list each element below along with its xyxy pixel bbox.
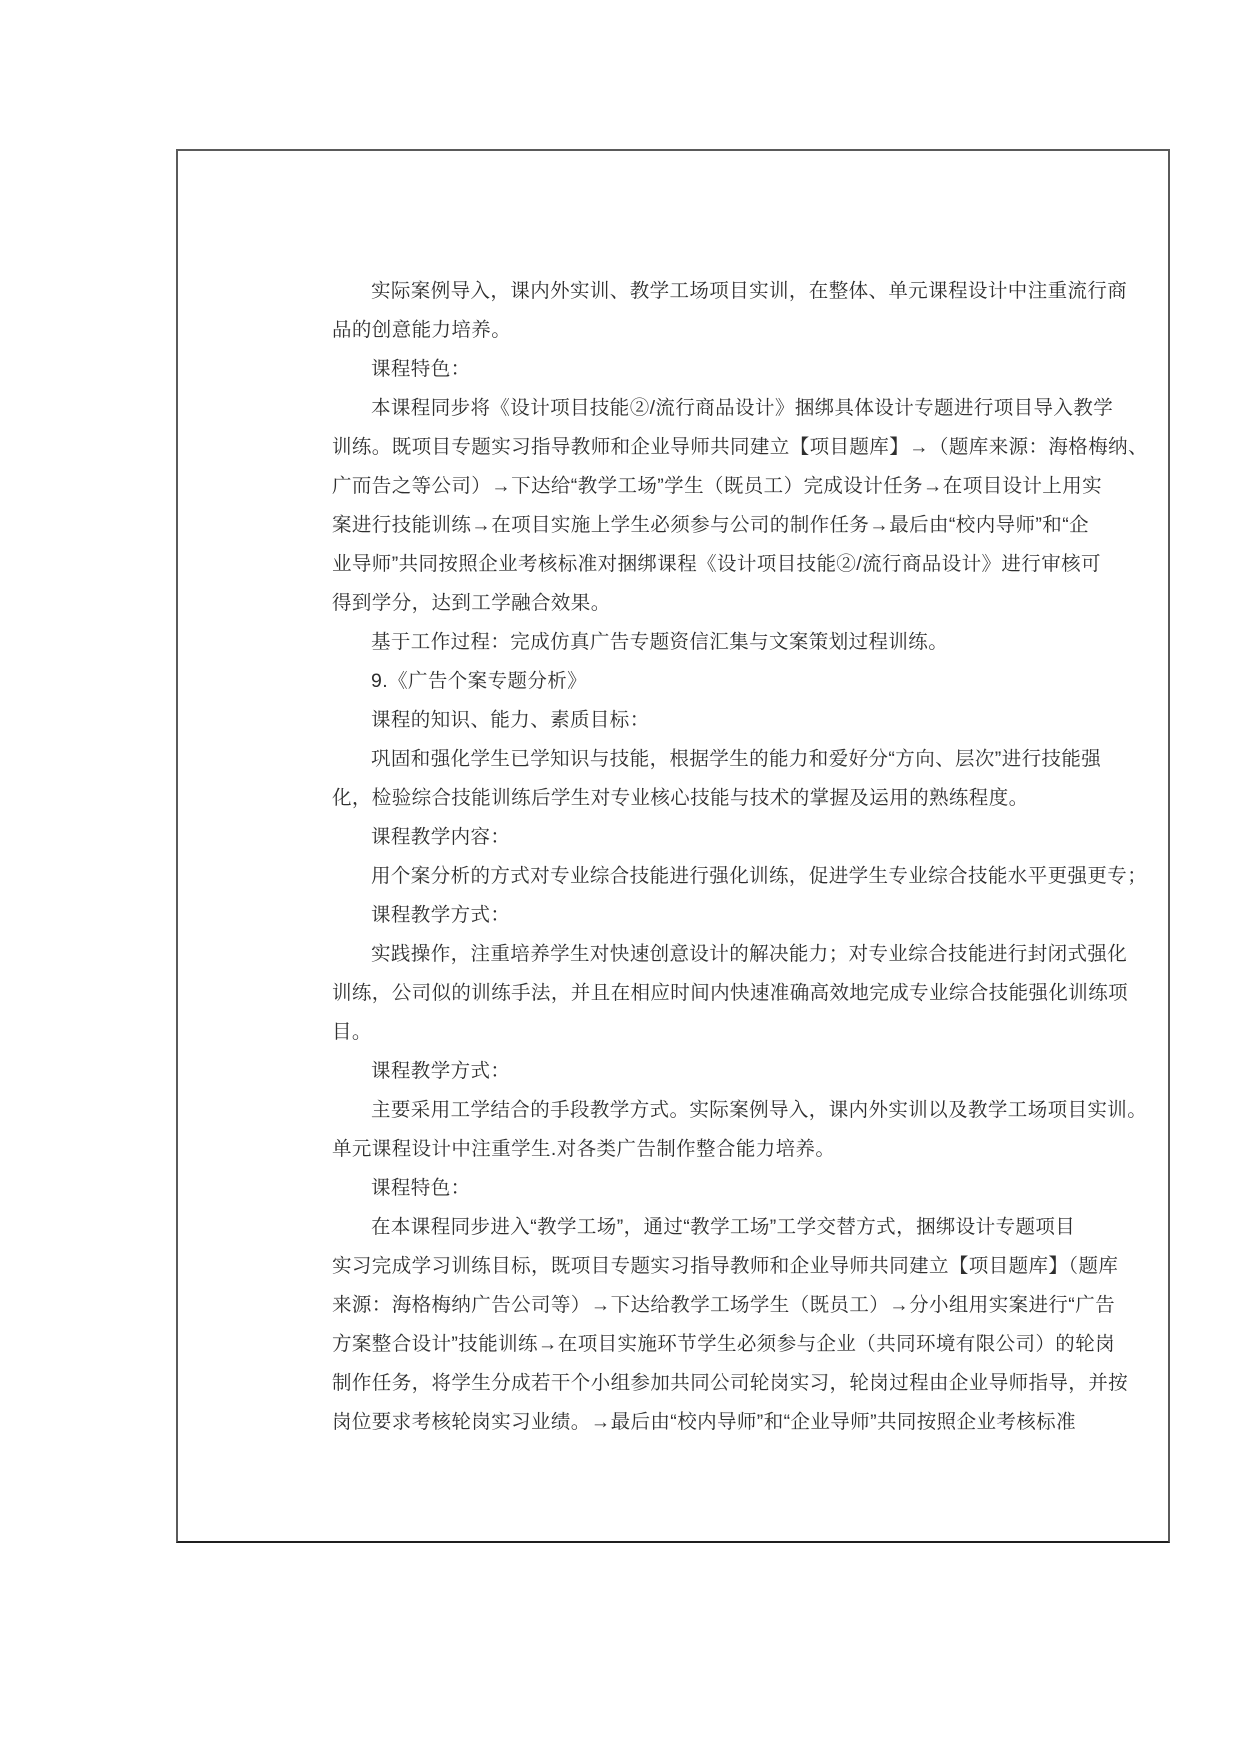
text-line: 品的创意能力培养。	[332, 319, 512, 341]
text-line: 课程特色：	[371, 1177, 471, 1199]
text-line: 巩固和强化学生已学知识与技能，根据学生的能力和爱好分“方向、层次”进行技能强	[371, 748, 1102, 770]
text-line: 本课程同步将《设计项目技能②/流行商品设计》捆绑具体设计专题进行项目导入教学	[371, 397, 1114, 419]
text-line: 单元课程设计中注重学生.对各类广告制作整合能力培养。	[332, 1138, 836, 1160]
text-line: 实习完成学习训练目标，既项目专题实习指导教师和企业导师共同建立【项目题库】（题库	[332, 1255, 1119, 1277]
text-line: 制作任务，将学生分成若干个小组参加共同公司轮岗实习，轮岗过程由企业导师指导，并按	[332, 1372, 1129, 1394]
text-line: 课程教学内容：	[371, 826, 511, 848]
text-line: 课程教学方式：	[371, 904, 511, 926]
text-line: 训练，公司似的训练手法，并且在相应时间内快速准确高效地完成专业综合技能强化训练项	[332, 982, 1129, 1004]
text-line: 课程的知识、能力、素质目标：	[371, 709, 650, 731]
text-line: 来源：海格梅纳广告公司等）→下达给教学工场学生（既员工）→分小组用实案进行“广告	[332, 1294, 1115, 1316]
text-line: 9.《广告个案专题分析》	[371, 670, 588, 692]
document-body	[332, 272, 1148, 1442]
text-line: 方案整合设计”技能训练→在项目实施环节学生必须参与企业（共同环境有限公司）的轮岗	[332, 1333, 1115, 1355]
text-line: 主要采用工学结合的手段教学方式。实际案例导入，课内外实训以及教学工场项目实训。	[371, 1099, 1148, 1121]
text-line: 课程教学方式：	[371, 1060, 511, 1082]
text-line: 在本课程同步进入“教学工场”，通过“教学工场”工学交替方式，捆绑设计专题项目	[371, 1216, 1076, 1238]
text-line: 广而告之等公司）→下达给“教学工场”学生（既员工）完成设计任务→在项目设计上用实	[332, 475, 1102, 497]
text-line: 化，检验综合技能训练后学生对专业核心技能与技术的掌握及运用的熟练程度。	[332, 787, 1029, 809]
text-line: 实践操作，注重培养学生对快速创意设计的解决能力；对专业综合技能进行封闭式强化	[371, 943, 1128, 965]
text-line: 基于工作过程：完成仿真广告专题资信汇集与文案策划过程训练。	[371, 631, 949, 653]
text-line: 案进行技能训练→在项目实施上学生必须参与公司的制作任务→最后由“校内导师”和“企	[332, 514, 1089, 536]
text-line: 训练。既项目专题实习指导教师和企业导师共同建立【项目题库】→（题库来源：海格梅纳、	[332, 436, 1148, 458]
text-line: 实际案例导入，课内外实训、教学工场项目实训，在整体、单元课程设计中注重流行商	[371, 280, 1128, 302]
text-line: 目。	[332, 1021, 372, 1043]
text-line: 用个案分析的方式对专业综合技能进行强化训练，促进学生专业综合技能水平更强更专；	[371, 865, 1148, 887]
text-line: 课程特色：	[371, 358, 471, 380]
text-line: 得到学分，达到工学融合效果。	[332, 592, 611, 614]
text-line: 岗位要求考核轮岗实习业绩。→最后由“校内导师”和“企业导师”共同按照企业考核标准	[332, 1411, 1076, 1433]
text-line: 业导师”共同按照企业考核标准对捆绑课程《设计项目技能②/流行商品设计》进行审核可	[332, 553, 1101, 575]
